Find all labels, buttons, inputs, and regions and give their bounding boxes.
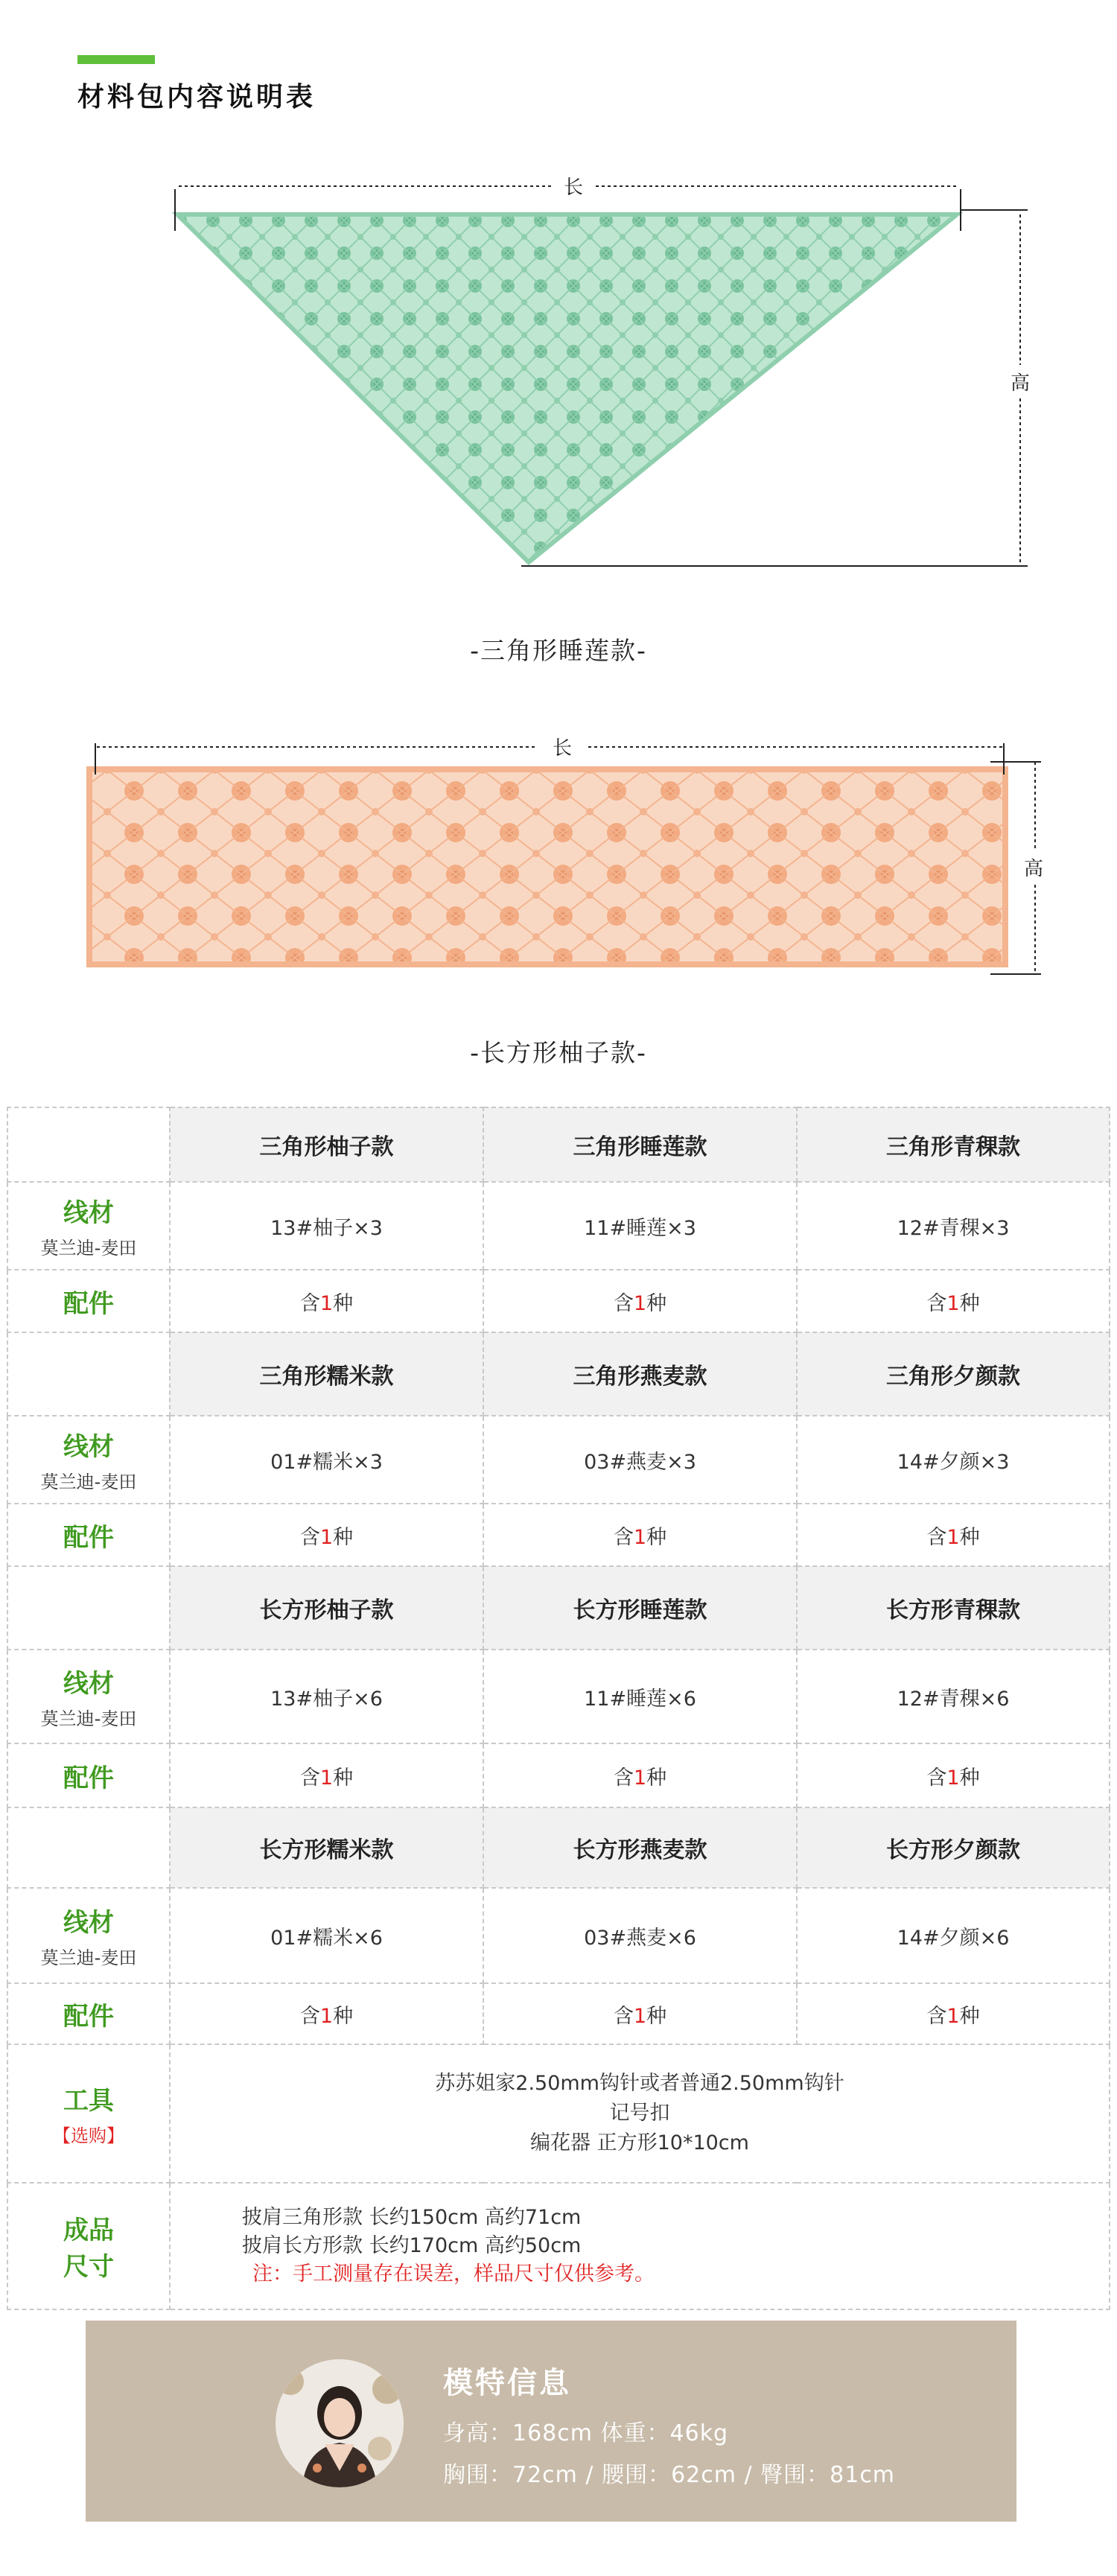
model-measurements: 胸围：72cm / 腰围：62cm / 臀围：81cm bbox=[443, 2462, 896, 2488]
product-header: 三角形夕颜款 bbox=[797, 1332, 1110, 1416]
model-avatar bbox=[276, 2359, 404, 2487]
table-row bbox=[7, 1650, 1110, 1743]
parts-cell: 含1种 bbox=[797, 1504, 1110, 1566]
spec-table bbox=[7, 1107, 1110, 2310]
empty-cell bbox=[7, 1107, 170, 1182]
empty-cell bbox=[7, 1332, 170, 1416]
table-row bbox=[7, 1270, 1110, 1332]
parts-row-label: 配件 bbox=[7, 1270, 170, 1332]
size-line: 披肩三角形款 长约150cm 高约71cm bbox=[242, 2206, 582, 2229]
tool-item: 苏苏姐家2.50mm钩针或者普通2.50mm钩针 bbox=[435, 2072, 844, 2095]
yarn-cell: 11#睡莲×3 bbox=[483, 1182, 797, 1270]
product-header: 长方形睡莲款 bbox=[483, 1566, 797, 1650]
table-row bbox=[7, 1743, 1110, 1807]
parts-cell: 含1种 bbox=[170, 1983, 483, 2044]
table-row bbox=[7, 1807, 1110, 1888]
triangle-shawl-figure bbox=[0, 171, 1117, 588]
parts-cell: 含1种 bbox=[797, 1270, 1110, 1332]
tool-item: 编花器 正方形10*10cm bbox=[530, 2131, 749, 2154]
parts-cell: 含1种 bbox=[483, 1504, 797, 1566]
yarn-cell: 01#糯米×6 bbox=[170, 1888, 483, 1983]
table-row bbox=[7, 1182, 1110, 1270]
yarn-cell: 01#糯米×3 bbox=[170, 1416, 483, 1504]
product-header: 长方形柚子款 bbox=[170, 1566, 483, 1650]
parts-cell: 含1种 bbox=[170, 1743, 483, 1807]
empty-cell bbox=[7, 1566, 170, 1650]
yarn-cell: 13#柚子×6 bbox=[170, 1650, 483, 1743]
tools-cell bbox=[170, 2044, 1110, 2183]
table-row bbox=[7, 2044, 1110, 2183]
product-header: 长方形糯米款 bbox=[170, 1807, 483, 1888]
height-label: 高 bbox=[1010, 372, 1031, 395]
table-row bbox=[7, 1332, 1110, 1416]
parts-row-label: 配件 bbox=[7, 1983, 170, 2044]
yarn-cell: 12#青稞×6 bbox=[797, 1650, 1110, 1743]
yarn-cell: 13#柚子×3 bbox=[170, 1182, 483, 1270]
yarn-cell: 03#燕麦×6 bbox=[483, 1888, 797, 1983]
table-row bbox=[7, 1107, 1110, 1182]
height-label: 高 bbox=[1023, 858, 1044, 880]
yarn-row-label: 线材 莫兰迪-麦田 bbox=[7, 1650, 170, 1743]
parts-cell: 含1种 bbox=[483, 1983, 797, 2044]
yarn-row-label: 线材 莫兰迪-麦田 bbox=[7, 1888, 170, 1983]
title-accent-bar bbox=[77, 55, 155, 64]
section-title: 材料包内容说明表 bbox=[77, 82, 316, 112]
size-line: 披肩长方形款 长约170cm 高约50cm bbox=[242, 2234, 582, 2257]
rectangle-shawl-image bbox=[89, 769, 1005, 964]
parts-cell: 含1种 bbox=[483, 1270, 797, 1332]
table-row bbox=[7, 1983, 1110, 2044]
parts-cell: 含1种 bbox=[797, 1983, 1110, 2044]
parts-cell: 含1种 bbox=[170, 1270, 483, 1332]
product-header: 长方形夕颜款 bbox=[797, 1807, 1110, 1888]
triangle-caption: -三角形睡莲款- bbox=[470, 636, 647, 665]
yarn-cell: 14#夕颜×3 bbox=[797, 1416, 1110, 1504]
yarn-cell: 03#燕麦×3 bbox=[483, 1416, 797, 1504]
yarn-row-label: 线材 莫兰迪-麦田 bbox=[7, 1182, 170, 1270]
product-header: 长方形燕麦款 bbox=[483, 1807, 797, 1888]
table-row bbox=[7, 1504, 1110, 1566]
product-header: 三角形柚子款 bbox=[170, 1107, 483, 1182]
table-row bbox=[7, 1416, 1110, 1504]
size-note: 注：手工测量存在误差，样品尺寸仅供参考。 bbox=[252, 2262, 655, 2286]
model-height-weight: 身高：168cm 体重：46kg bbox=[443, 2420, 729, 2446]
yarn-row-label: 线材 莫兰迪-麦田 bbox=[7, 1416, 170, 1504]
parts-cell: 含1种 bbox=[483, 1743, 797, 1807]
table-row bbox=[7, 1566, 1110, 1650]
size-cell bbox=[170, 2183, 1110, 2309]
yarn-cell: 12#青稞×3 bbox=[797, 1182, 1110, 1270]
parts-cell: 含1种 bbox=[170, 1504, 483, 1566]
triangle-shawl-image bbox=[177, 214, 957, 562]
parts-row-label: 配件 bbox=[7, 1504, 170, 1566]
model-info-card bbox=[86, 2321, 1016, 2522]
parts-cell: 含1种 bbox=[797, 1743, 1110, 1807]
product-header: 三角形睡莲款 bbox=[483, 1107, 797, 1182]
product-header: 三角形糯米款 bbox=[170, 1332, 483, 1416]
product-header: 三角形青稞款 bbox=[797, 1107, 1110, 1182]
rectangle-shawl-figure bbox=[0, 728, 1117, 996]
table-row bbox=[7, 2183, 1110, 2309]
tool-item: 记号扣 bbox=[609, 2102, 670, 2125]
table-row bbox=[7, 1888, 1110, 1983]
model-title: 模特信息 bbox=[443, 2366, 571, 2400]
length-label: 长 bbox=[552, 737, 573, 760]
yarn-cell: 14#夕颜×6 bbox=[797, 1888, 1110, 1983]
rectangle-caption: -长方形柚子款- bbox=[470, 1038, 647, 1067]
size-row-label: 成品 尺寸 bbox=[7, 2183, 170, 2309]
tools-row-label: 工具 【选购】 bbox=[7, 2044, 170, 2183]
product-header: 三角形燕麦款 bbox=[483, 1332, 797, 1416]
yarn-cell: 11#睡莲×6 bbox=[483, 1650, 797, 1743]
length-label: 长 bbox=[563, 176, 584, 199]
parts-row-label: 配件 bbox=[7, 1743, 170, 1807]
product-header: 长方形青稞款 bbox=[797, 1566, 1110, 1650]
empty-cell bbox=[7, 1807, 170, 1888]
